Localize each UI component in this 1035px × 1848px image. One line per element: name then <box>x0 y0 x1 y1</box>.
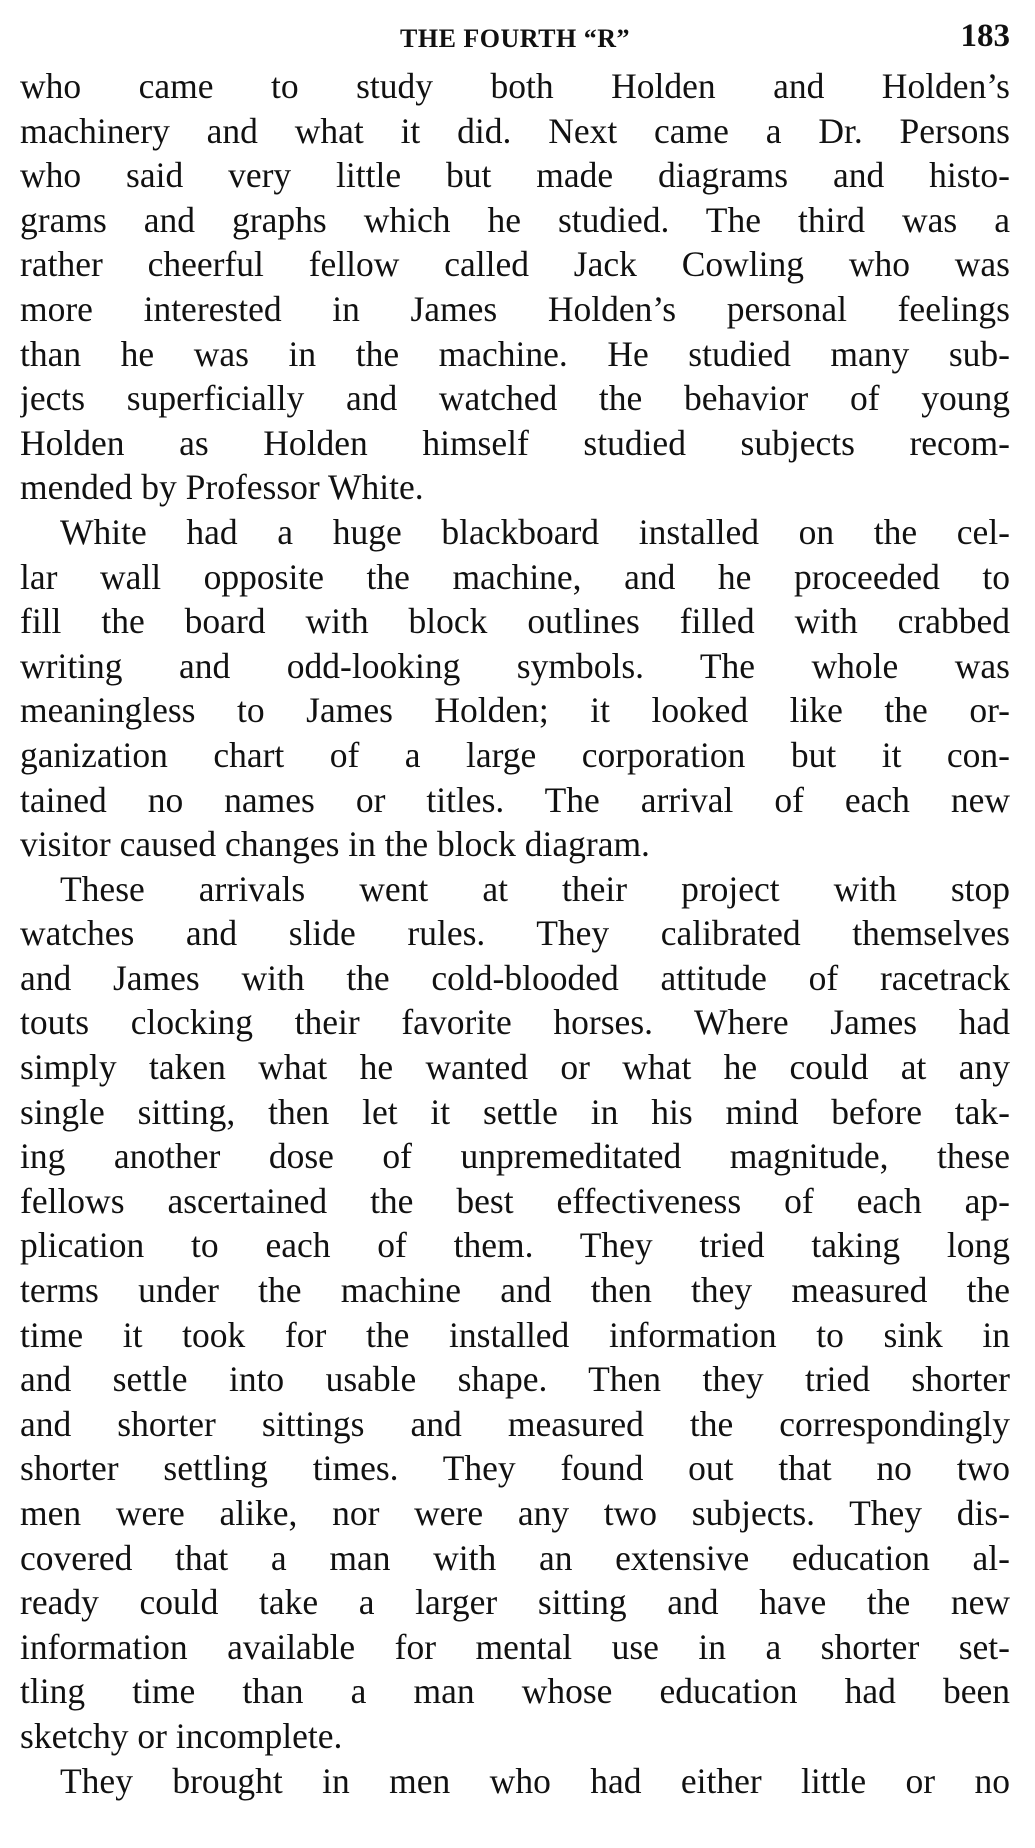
text-line: fellows ascertained the best effectiveness of each ap- <box>20 1180 1010 1221</box>
text-line: simply taken what he wanted or what he could at any <box>20 1047 1010 1088</box>
text-line: single sitting, then let it settle in his mind before tak- <box>20 1091 1010 1132</box>
text-line: sketchy or incomplete. <box>20 1715 343 1756</box>
text-line: jects superficially and watched the behavior of young <box>20 378 1010 419</box>
text-line: ready could take a larger sitting and have the new <box>20 1582 1010 1623</box>
paragraph <box>20 64 1010 510</box>
text-line: time it took for the installed information to sink in <box>20 1314 1010 1355</box>
book-page <box>20 0 1010 1848</box>
text-line: meaningless to James Holden; it looked like the or- <box>20 690 1010 731</box>
text-line: ing another dose of unpremeditated magnitude, these <box>20 1136 1010 1177</box>
body-text <box>20 64 1010 1803</box>
text-line: and shorter sittings and measured the correspondingly <box>20 1403 1010 1444</box>
paragraph <box>20 510 1010 867</box>
text-line: Holden as Holden himself studied subjects recom- <box>20 422 1010 463</box>
text-line: tling time than a man whose education had been <box>20 1671 1010 1712</box>
paragraph <box>20 867 1010 1759</box>
text-line: writing and odd-looking symbols. The whole was <box>20 645 1010 686</box>
text-line: ganization chart of a large corporation but it con- <box>20 734 1010 775</box>
text-line: touts clocking their favorite horses. Where James had <box>20 1002 1010 1043</box>
paragraph <box>20 1759 1010 1804</box>
text-line: These arrivals went at their project with stop <box>60 868 1010 909</box>
text-line: rather cheerful fellow called Jack Cowling who was <box>20 244 1010 285</box>
text-line: terms under the machine and then they measured the <box>20 1270 1010 1311</box>
text-line: watches and slide rules. They calibrated themselves <box>20 913 1010 954</box>
text-line: more interested in James Holden’s personal feelings <box>20 288 1010 329</box>
text-line: plication to each of them. They tried taking long <box>20 1225 1010 1266</box>
page-number: 183 <box>960 18 1010 54</box>
text-line: covered that a man with an extensive education al- <box>20 1537 1010 1578</box>
text-line: who came to study both Holden and Holden’s <box>20 66 1010 106</box>
text-line: White had a huge blackboard installed on the cel- <box>60 511 1010 552</box>
text-line: mended by Professor White. <box>20 467 424 508</box>
text-line: information available for mental use in a shorter set- <box>20 1626 1010 1667</box>
text-line: who said very little but made diagrams and histo- <box>20 155 1010 196</box>
text-line: men were alike, nor were any two subjects. They dis- <box>20 1493 1010 1533</box>
text-line: than he was in the machine. He studied many sub- <box>20 333 1010 374</box>
text-line: They brought in men who had either little or no <box>60 1760 1010 1801</box>
text-line: tained no names or titles. The arrival of each new <box>20 779 1010 820</box>
text-line: and settle into usable shape. Then they tried shorter <box>20 1359 1010 1400</box>
text-line: shorter settling times. They found out that no two <box>20 1448 1010 1489</box>
running-head <box>20 0 1010 56</box>
text-line: visitor caused changes in the block diagram. <box>20 824 650 865</box>
text-line: fill the board with block outlines filled with crabbed <box>20 601 1010 642</box>
text-line: machinery and what it did. Next came a Dr. Persons <box>20 110 1010 151</box>
text-line: lar wall opposite the machine, and he proceeded to <box>20 556 1010 597</box>
running-head-title: THE FOURTH “R” <box>400 24 630 53</box>
text-line: and James with the cold-blooded attitude of racetrack <box>20 957 1010 998</box>
text-line: grams and graphs which he studied. The third was a <box>20 199 1010 240</box>
